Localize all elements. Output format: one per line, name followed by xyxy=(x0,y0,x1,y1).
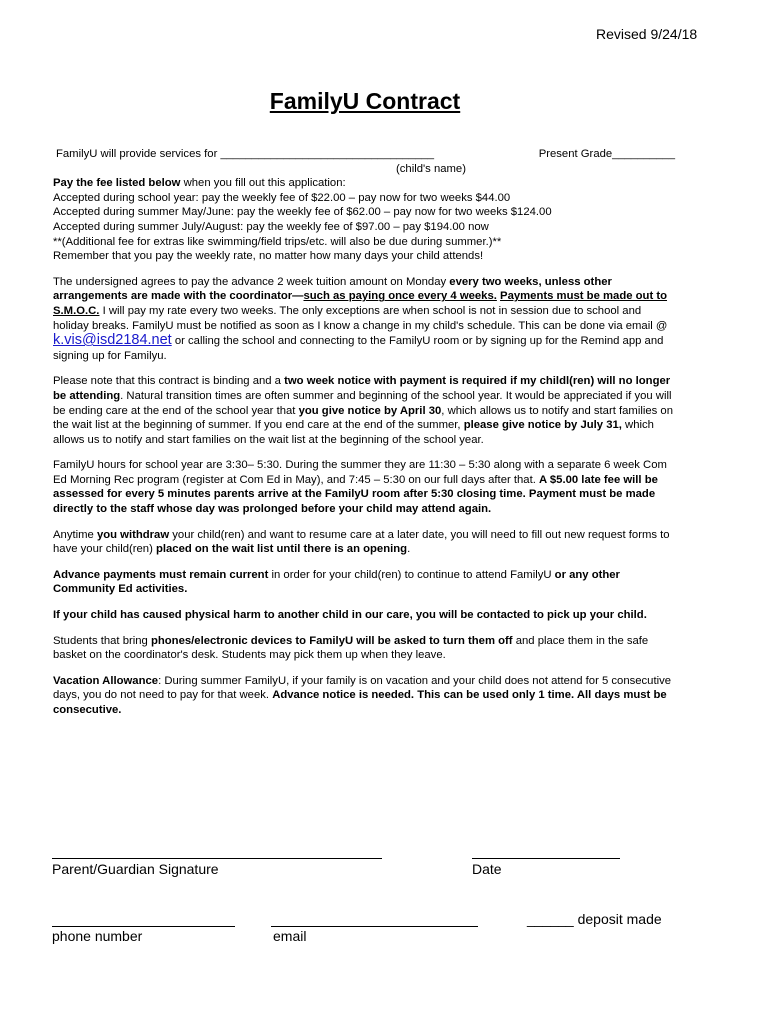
parent-signature-line[interactable] xyxy=(52,858,382,859)
text-run: The undersigned agrees to pay the advance 2 week tuition amount on Monday xyxy=(53,275,450,288)
text-run: : During summer FamilyU, if your family is on vacation and your child does not attend for 5 consecutive days, you do not need to pay for that week. xyxy=(53,674,672,702)
date-label: Date xyxy=(472,861,502,877)
text-run: , which allows us to notify and start families on the wait list at the beginning of summer. If you end care at the end of the summer, xyxy=(53,404,673,432)
deposit-made-label: ______ deposit made xyxy=(527,911,662,927)
text-run: and place them in the safe basket on the coordinator's desk. Students may pick them up when they leave. xyxy=(53,634,649,662)
parent-signature-label: Parent/Guardian Signature xyxy=(52,861,219,877)
text-run: your child(ren) and want to resume care at a later date, you will need to fill out new request forms to have your child(ren) xyxy=(53,528,670,556)
email-label: email xyxy=(273,928,307,944)
text-run-bold: you give notice by April 30 xyxy=(298,404,442,417)
text-run-bold: Vacation Allowance xyxy=(53,674,159,687)
date-line[interactable] xyxy=(472,858,620,859)
fee-line: Remember that you pay the weekly rate, no matter how many days your child attends! xyxy=(53,250,484,263)
text-run: . Natural transition times are often summer and beginning of the school year. It would be appreciated if you will be ending care at the end of the school year that xyxy=(53,389,672,417)
text-run-bold: Advance payments must remain current xyxy=(53,568,269,581)
page-title: FamilyU Contract xyxy=(269,88,461,114)
fee-lead xyxy=(53,176,675,191)
paragraph-agreement xyxy=(53,275,675,364)
text-run-bold: two week notice with payment is required if my childl(ren) will no longer be attending xyxy=(53,375,671,402)
fee-line: Accepted during summer July/August: pay the weekly fee of $97.00 – pay $194.00 now xyxy=(53,220,489,233)
paragraph-physical-harm: If your child has caused physical harm to another child in our care, you will be contacted to pick up your child. xyxy=(53,609,647,622)
text-run-bold: A $5.00 late fee will be assessed for every 5 minutes parents arrive at the FamilyU room after 5:30 closing time. Payment must be made directly to the staff whose day was prolonged before your child may attend again. xyxy=(53,473,658,516)
fee-lead-bold: Pay the fee listed below xyxy=(53,177,181,190)
text-run: Anytime xyxy=(53,528,97,541)
text-run: FamilyU hours for school year are 3:30– 5:30. During the summer they are 11:30 – 5:30 along with a separate 6 week Com Ed Morning Rec program (register at Com Ed in May), and 7:45 – 5:30 on our full days after that. xyxy=(53,459,667,486)
text-run: . xyxy=(407,543,411,556)
text-run-bold: placed on the wait list until there is an opening xyxy=(155,543,408,556)
services-line xyxy=(53,147,675,162)
text-run: Students that bring xyxy=(53,634,151,647)
text-run-bold: or any other Community Ed activities. xyxy=(53,568,620,596)
text-run: which allows us to notify and start families on the wait list at the beginning of the school year. xyxy=(53,419,654,446)
text-run: or calling the school and connecting to the FamilyU room or by signing up for the Remind app and signing up for Familyu. xyxy=(53,335,664,362)
email-link[interactable]: k.vis@isd2184.net xyxy=(53,332,172,349)
services-text: FamilyU will provide services for __________________________________ xyxy=(56,148,435,160)
fee-lead-rest: when you fill out this application: xyxy=(180,177,346,190)
fee-line: **(Additional fee for extras like swimming/field trips/etc. will also be due during summer.)** xyxy=(53,235,502,248)
revised-date: Revised 9/24/18 xyxy=(596,26,698,42)
text-run: Please note that this contract is binding and a xyxy=(53,375,285,388)
contract-body xyxy=(53,147,675,718)
phone-number-label: phone number xyxy=(52,928,143,944)
text-run-bold-underline: such as paying once every 4 weeks. xyxy=(303,290,497,303)
text-run-bold: Advance notice is needed. This can be used only 1 time. All days must be consecutive. xyxy=(53,689,667,716)
text-run: in order for your child(ren) to continue to attend FamilyU xyxy=(268,568,555,581)
present-grade-field: Present Grade__________ xyxy=(538,148,675,160)
fee-line: Accepted during school year: pay the weekly fee of $22.00 – pay now for two weeks $44.00 xyxy=(53,191,511,204)
phone-number-line[interactable] xyxy=(52,926,235,927)
paragraph-binding xyxy=(53,374,675,447)
fee-line: Accepted during summer May/June: pay the weekly fee of $62.00 – pay now for two weeks $124.00 xyxy=(53,206,552,219)
text-run-bold: every two weeks, unless other arrangements are made with the coordinator— xyxy=(53,275,612,303)
paragraph-phones xyxy=(53,634,675,663)
paragraph-withdraw xyxy=(53,528,675,557)
paragraph-advance-payments xyxy=(53,568,675,597)
paragraph-hours xyxy=(53,458,675,516)
text-run-bold-underline: Payments must be made out to S.M.O.C. xyxy=(53,290,668,317)
email-line[interactable] xyxy=(271,926,478,927)
text-run-bold: please give notice by July 31, xyxy=(463,419,622,432)
paragraph-vacation xyxy=(53,674,675,718)
childs-name-label: (child's name) xyxy=(396,162,466,175)
text-run-bold: phones/electronic devices to FamilyU will be asked to turn them off xyxy=(150,634,513,647)
text-run-bold: you withdraw xyxy=(96,528,170,541)
text-run: I will pay my rate every two weeks. The only exceptions are when school is not in session due to school and holiday breaks. FamilyU must be notified as soon as I know a change in my child's schedule. This can be done via email @ xyxy=(53,304,668,332)
